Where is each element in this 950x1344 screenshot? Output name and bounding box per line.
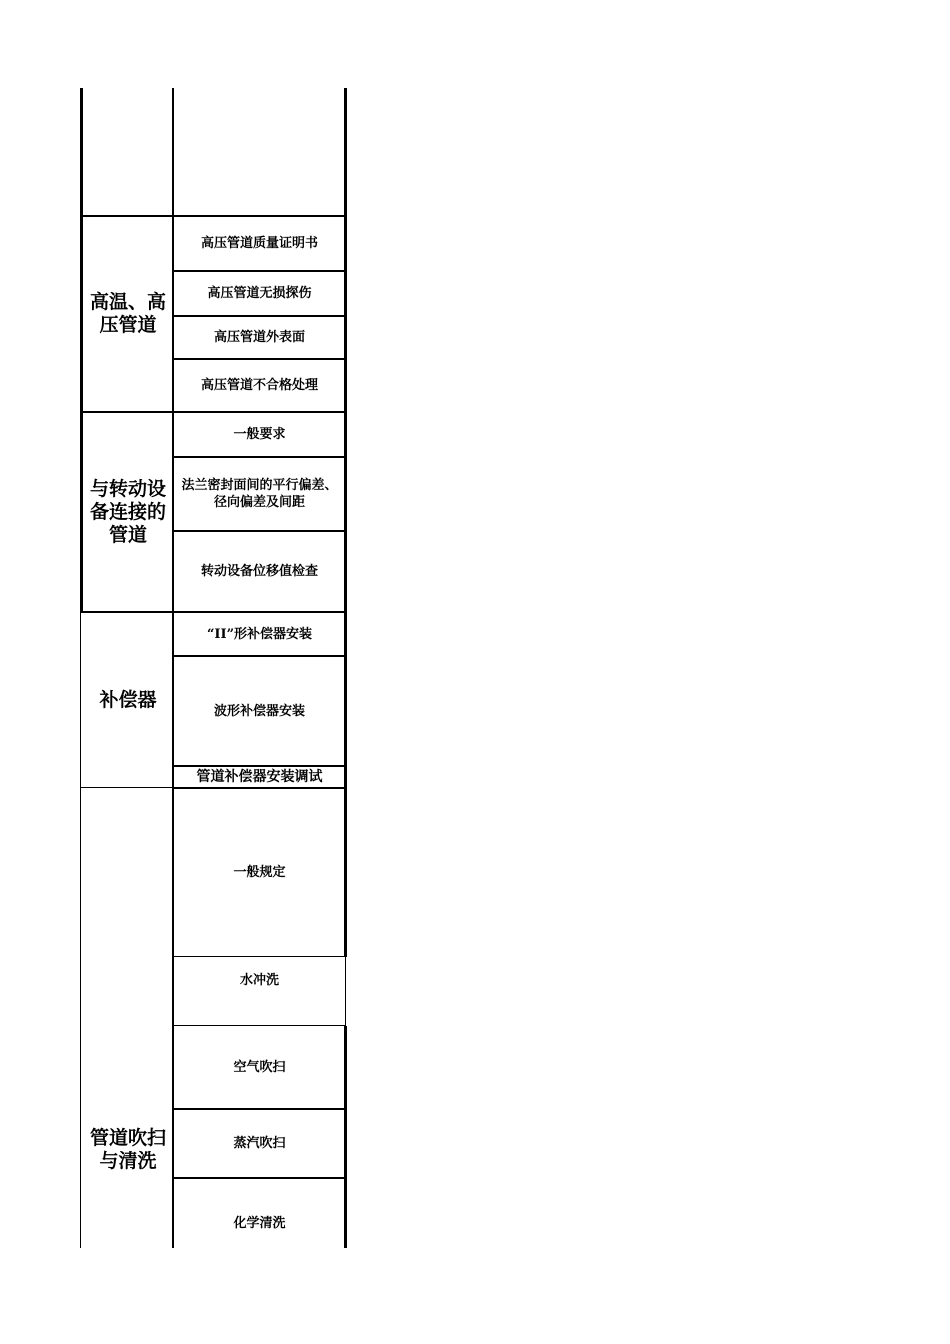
item-cell: 管道补偿器安装调试 [196,768,323,785]
item-cell: 高压管道质量证明书 [200,236,318,251]
category-cell: 管道吹扫与清洗 [89,1127,166,1172]
table-border-left [80,612,81,1248]
table-border-right [344,88,347,957]
item-cell: 一般要求 [233,427,286,442]
category-cell [83,88,173,215]
item-cell: 波形补偿器安装 [213,703,305,719]
item-cell: 法兰密封面间的平行偏差、径向偏差及间距 [181,478,338,510]
item-cell: 化学清洗 [233,1215,286,1231]
table-border-right [345,957,346,1026]
item-cell: 水冲洗 [239,973,279,988]
group-separator [80,787,173,788]
category-cell: 高温、高压管道 [89,291,166,336]
table-border-right [344,1026,347,1248]
category-cell: 补偿器 [99,688,157,711]
item-cell: “II”形补偿器安装 [206,626,313,642]
item-cell: 空气吹扫 [233,1059,286,1075]
item-cell: 高压管道不合格处理 [200,378,318,393]
item-cell: 一般规定 [233,865,286,880]
item-cell [175,88,344,215]
category-cell: 与转动设备连接的管道 [89,477,166,546]
item-cell: 高压管道无损探伤 [207,286,312,301]
item-cell: 蒸汽吹扫 [233,1136,286,1151]
item-cell: 转动设备位移值检查 [200,564,318,579]
item-cell: 高压管道外表面 [213,330,305,345]
